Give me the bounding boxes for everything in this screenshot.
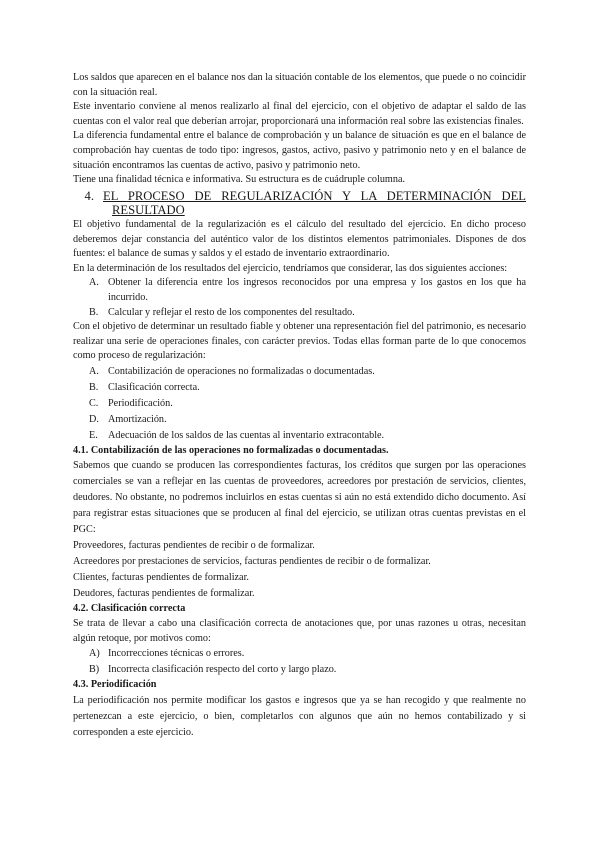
list-item-text: Obtener la diferencia entre los ingresos reconocidos por una empresa y los gastos en los que ha incurrido.	[108, 277, 526, 303]
account-line: Proveedores, facturas pendientes de recibir o de formalizar.	[73, 540, 315, 552]
section-4-heading	[73, 189, 526, 204]
list-marker: A.	[89, 365, 99, 377]
account-line: Acreedores por prestaciones de servicios, facturas pendientes de recibir o de formalizar.	[73, 556, 431, 568]
list-item-text: Incorrecta clasificación respecto del corto y largo plazo.	[108, 664, 337, 676]
list-marker: B.	[89, 381, 99, 393]
list-marker: B.	[89, 306, 99, 318]
list-item-text: Incorrecciones técnicas o errores.	[108, 648, 245, 660]
list-item	[73, 306, 526, 321]
section-4-title-line-1: EL PROCESO DE REGULARIZACIÓN Y LA DETERMINACIÓN DEL	[103, 188, 526, 203]
actions-list	[73, 276, 526, 320]
list-marker: C.	[89, 397, 99, 409]
list-item	[73, 412, 526, 428]
section-4-2-list	[73, 646, 526, 678]
list-item-text: Contabilización de operaciones no formalizadas o documentadas.	[108, 365, 375, 377]
list-item-text: Amortización.	[108, 413, 167, 425]
list-item-text: Periodificación.	[108, 397, 173, 409]
section-4-paragraph-2: En la determinación de los resultados del ejercicio, tendríamos que considerar, las dos siguientes acciones:	[73, 262, 508, 274]
list-item	[73, 276, 526, 305]
list-item-text: Calcular y reflejar el resto de los componentes del resultado.	[108, 306, 355, 318]
section-4-1-paragraph: Sabemos que cuando se producen las correspondientes facturas, los créditos que surgen por las operaciones comerciales se van a reflejar en las cuentas de proveedores, acreedores por prestación de servicios, clientes, deudores. No obstante, no podremos incluirlos en estas cuentas si aún no está extendido dicho documento. Así para registrar estas situaciones que se producen al final del ejercicio, se utilizan otras cuentas previstas en el PGC:	[73, 460, 526, 536]
section-4-3-heading: 4.3. Periodificación	[73, 679, 157, 691]
document-page	[73, 71, 526, 741]
list-item	[73, 428, 526, 444]
account-line: Clientes, facturas pendientes de formalizar.	[73, 572, 249, 584]
list-item	[73, 380, 526, 396]
section-4-3-paragraph: La periodificación nos permite modificar los gastos e ingresos que ya se han recogido y que realmente no pertenezcan a este ejercicio, o bien, completarlos con algunos que aún no hemos contabilizado y si corresponden a este ejercicio.	[73, 694, 526, 738]
section-4-title-line-2: RESULTADO	[112, 203, 185, 218]
list-marker: E.	[89, 429, 98, 441]
list-item-text: Adecuación de los saldos de las cuentas al inventario extracontable.	[108, 429, 385, 441]
operations-list	[73, 364, 526, 444]
list-marker: D.	[89, 413, 99, 425]
section-4-number: 4.	[84, 188, 94, 203]
intro-paragraph-2: Este inventario conviene al menos realizarlo al final del ejercicio, con el objetivo de adaptar el saldo de las cuentas con el valor real que deberían arrojar, proporcionará una información real sobre las existencias finales.	[73, 101, 526, 127]
account-line: Deudores, facturas pendientes de formalizar.	[73, 588, 255, 600]
intro-paragraph-4: Tiene una finalidad técnica e informativa. Su estructura es de cuádruple columna.	[73, 174, 406, 186]
section-4-2-paragraph: Se trata de llevar a cabo una clasificación correcta de anotaciones que, por unas razones u otras, necesitan algún retoque, por motivos como:	[73, 618, 526, 644]
list-item-text: Clasificación correcta.	[108, 381, 200, 393]
intro-paragraph-1: Los saldos que aparecen en el balance nos dan la situación contable de los elementos, que puede o no coincidir con la situación real.	[73, 72, 526, 98]
section-4-1-heading: 4.1. Contabilización de las operaciones no formalizadas o documentadas.	[73, 444, 389, 456]
section-4-paragraph-1: El objetivo fundamental de la regularización es el cálculo del resultado del ejercicio. En dicho proceso deberemos dejar constancia del auténtico valor de los distintos elementos patrimoniales. Dispones de dos fuentes: el balance de sumas y saldos y el estado de inventario extraordinario.	[73, 218, 526, 260]
list-marker: A.	[89, 277, 99, 289]
list-item	[73, 364, 526, 380]
list-item	[73, 396, 526, 412]
section-4-2-heading: 4.2. Clasificación correcta	[73, 603, 186, 615]
list-marker: A)	[89, 648, 100, 660]
list-item	[73, 662, 526, 678]
intro-paragraph-3: La diferencia fundamental entre el balance de comprobación y un balance de situación es que en el balance de comprobación hay cuentas de todo tipo: ingresos, gastos, activo, pasivo y patrimonio neto y en el balance de situación encontramos las cuentas de activo, pasivo y patrimonio neto.	[73, 130, 526, 171]
list-item	[73, 646, 526, 662]
list-marker: B)	[89, 664, 100, 676]
section-4-paragraph-3: Con el objetivo de determinar un resultado fiable y obtener una representación fiel del patrimonio, es necesario realizar una serie de operaciones finales, con carácter previos. Todas ellas forman parte de lo que conocemos como proceso de regularización:	[73, 321, 526, 362]
